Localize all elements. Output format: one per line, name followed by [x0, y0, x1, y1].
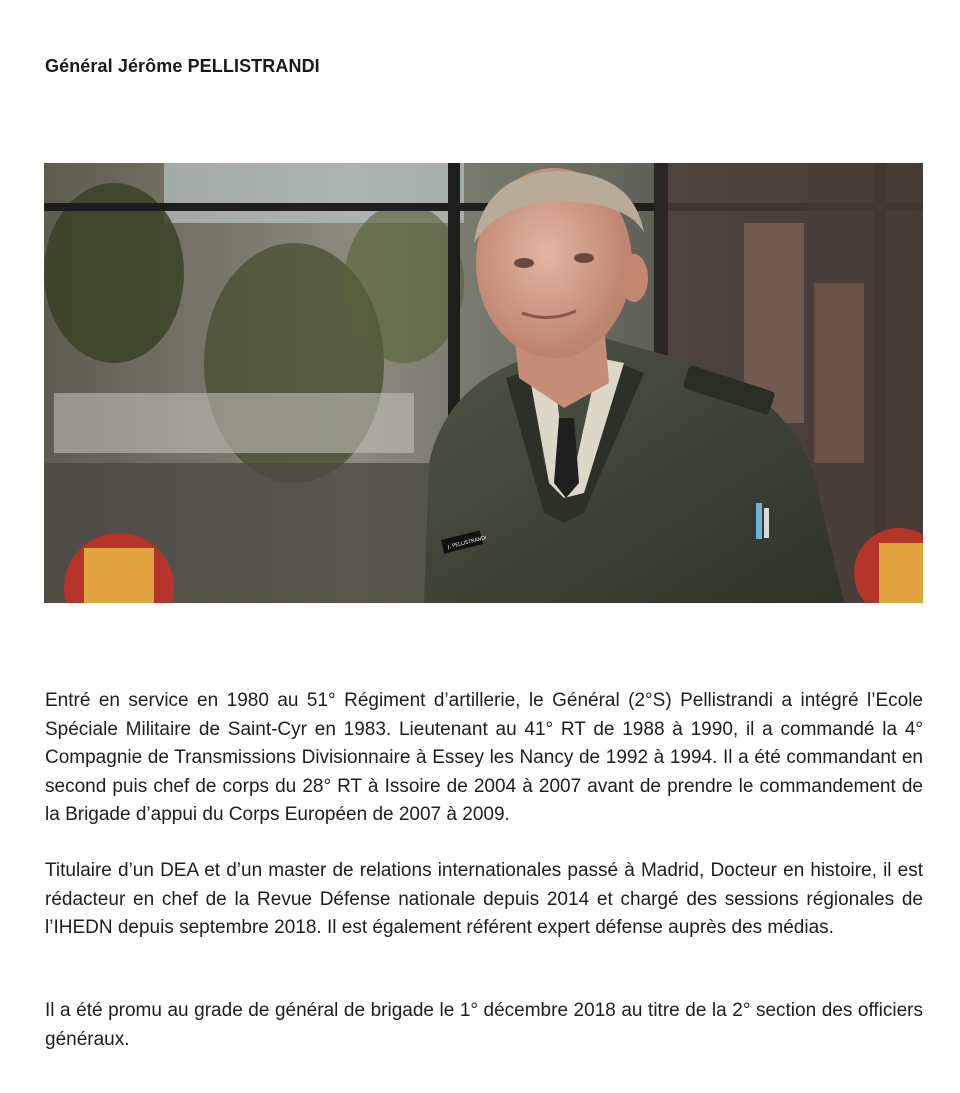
paragraph-education: Titulaire d’un DEA et d’un master de relations internationales passé à Madrid, Docteur en histoire, il est rédacteur en chef de la Revue Défense nationale depuis 2014 et chargé des sessions régionales de l’IHEDN depuis septembre 2018. Il est également référent expert défense auprès des médias.: [45, 860, 923, 938]
portrait-photo: [44, 163, 923, 603]
paragraph-career: Entré en service en 1980 au 51° Régiment d’artillerie, le Général (2°S) Pellistrandi a intégré l’Ecole Spéciale Militaire de Saint-Cyr en 1983. Lieutenant au 41° RT de 1988 à 1990, il a commandé la 4° Compagnie de Transmissions Divisionnaire à Essey les Nancy de 1992 à 1994. Il a été commandant en second puis chef de corps du 28° RT à Issoire de 2004 à 2007 avant de prendre le commandement de la Brigade d’appui du Corps Européen de 2007 à 2009.: [45, 690, 923, 825]
name-badge-text: J. PELLISTRANDI: [447, 535, 488, 551]
page-title: Général Jérôme PELLISTRANDI: [45, 56, 320, 76]
paragraph-promotion: Il a été promu au grade de général de brigade le 1° décembre 2018 au titre de la 2° section des officiers généraux.: [45, 1000, 923, 1050]
portrait-illustration: [44, 163, 923, 603]
